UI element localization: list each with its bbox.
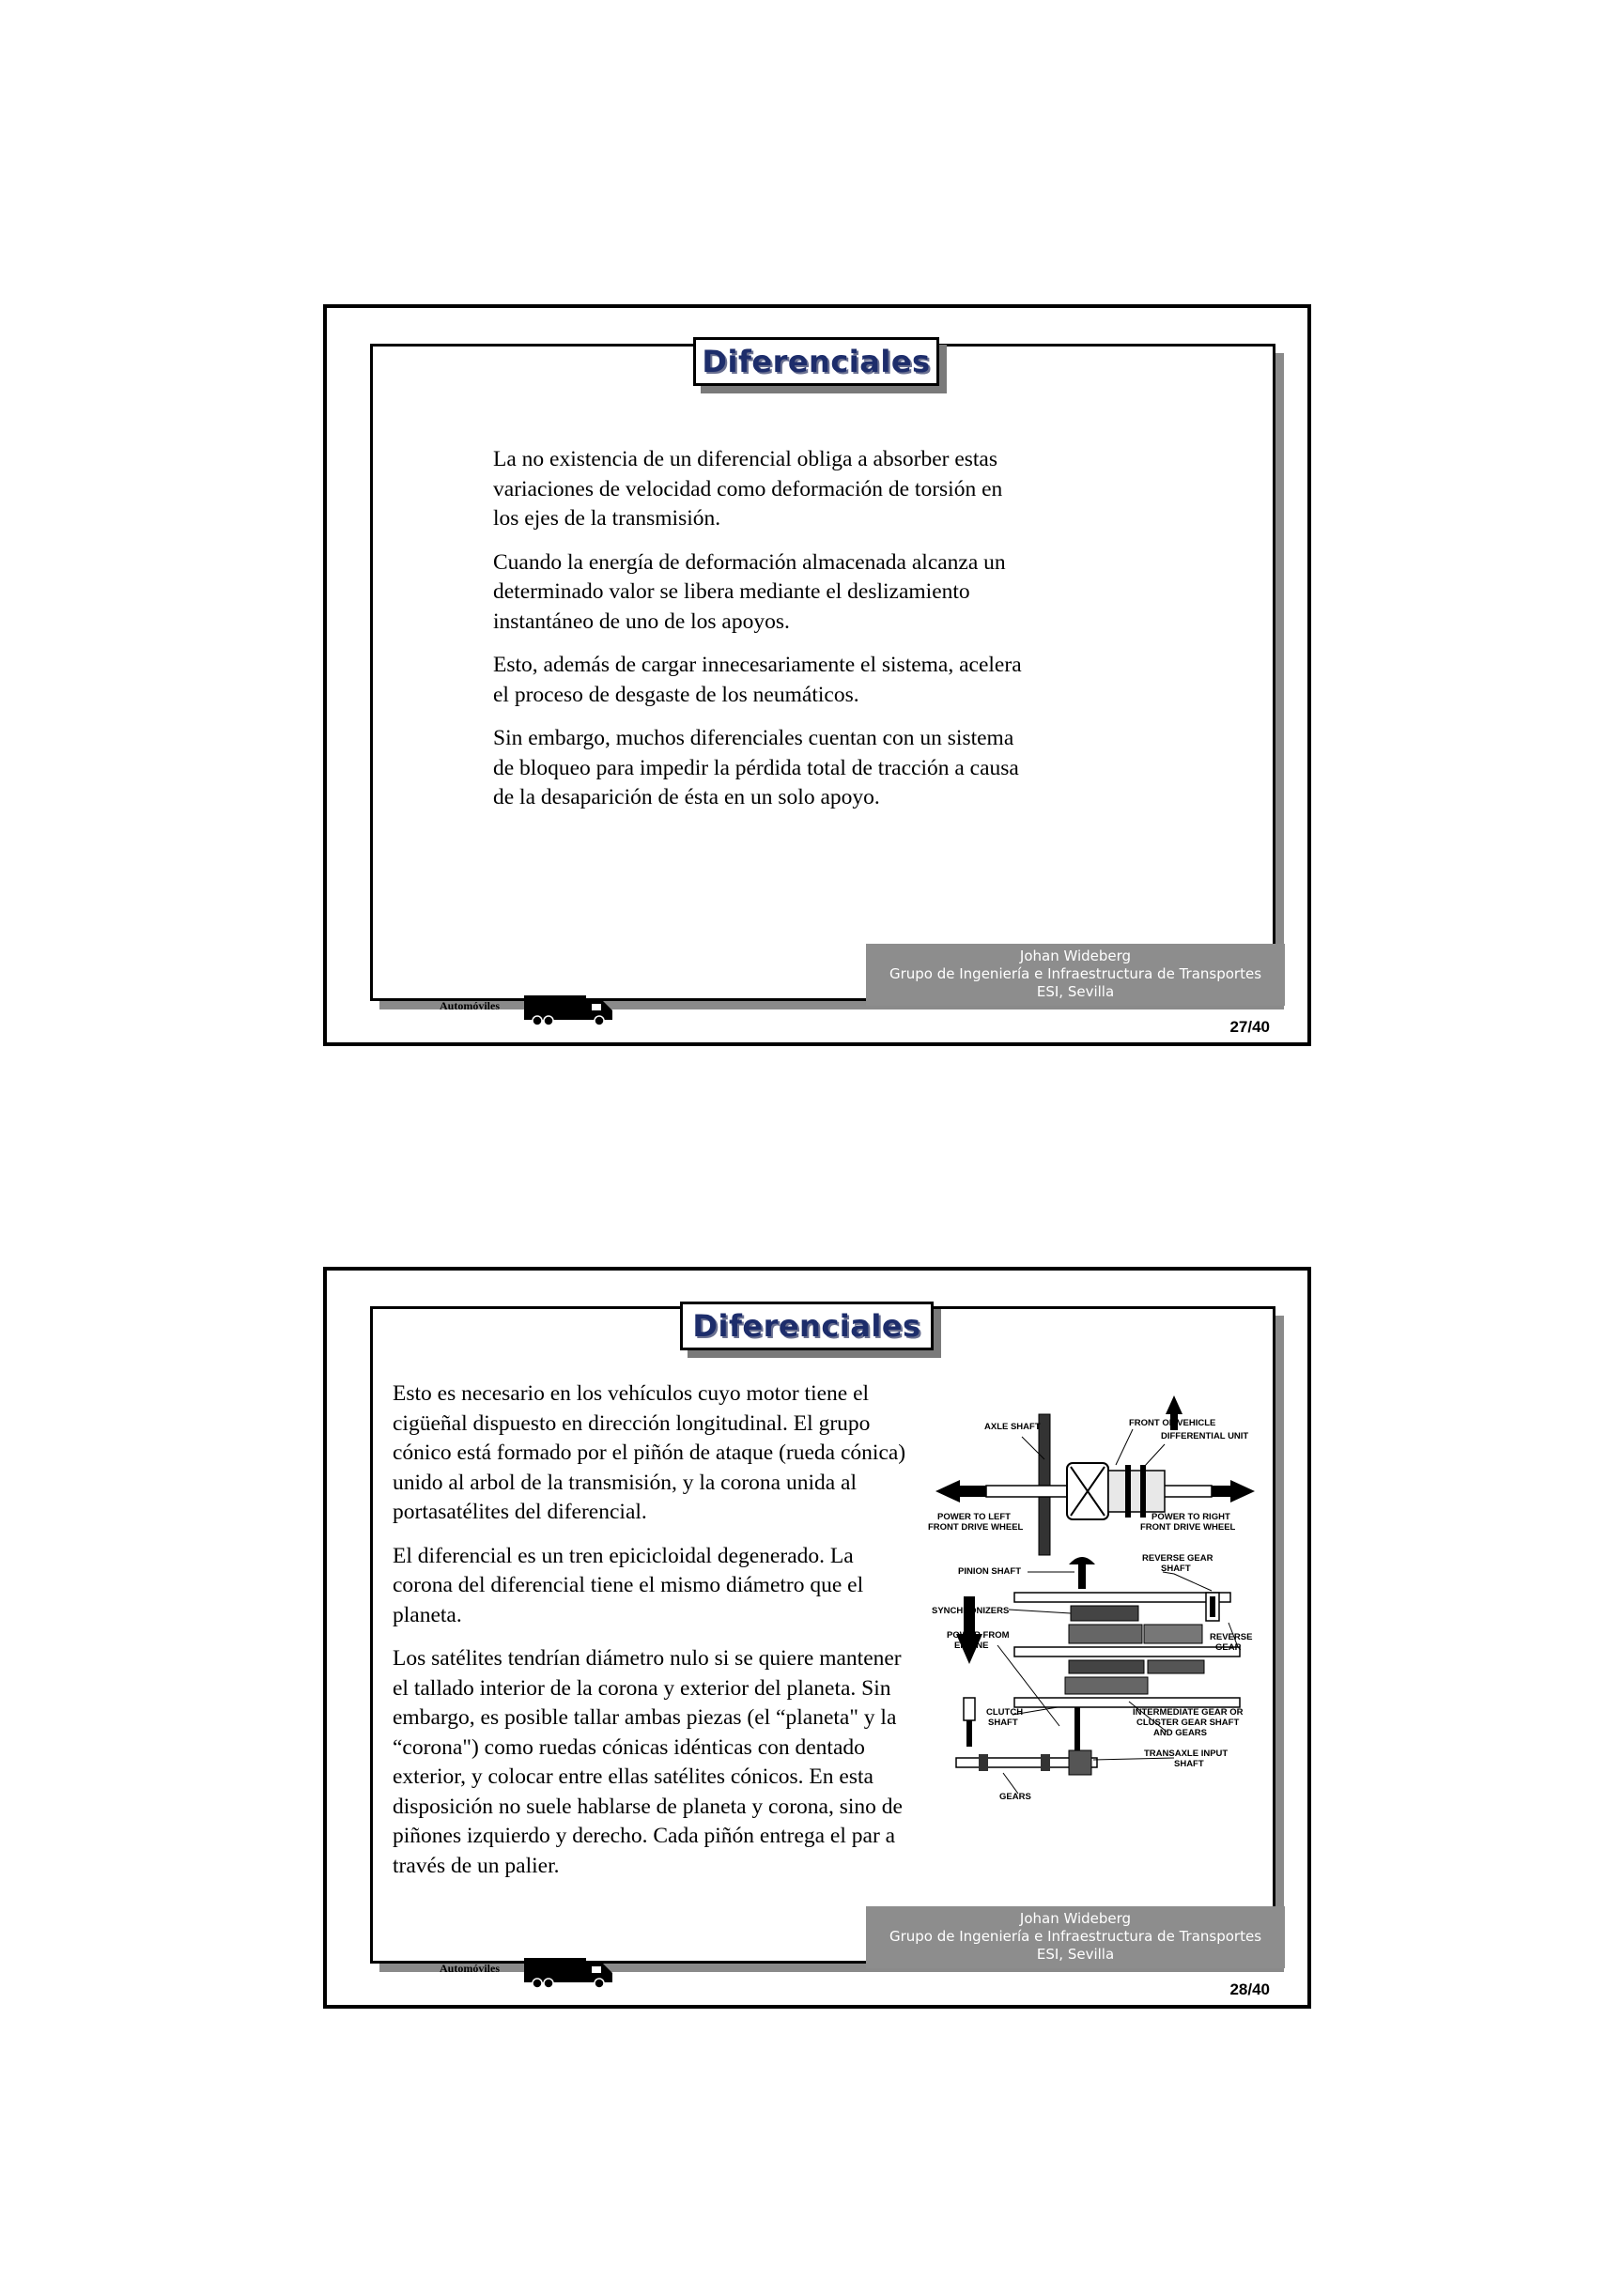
footer-group: Grupo de Ingeniería e Infraestructura de Transportes bbox=[889, 965, 1262, 982]
diagram-label: INTERMEDIATE GEAR OR bbox=[1133, 1707, 1244, 1718]
diagram-label: POWER TO LEFT bbox=[937, 1512, 1011, 1522]
diagram-label: REVERSE GEAR bbox=[1142, 1553, 1213, 1564]
diagram-label: SHAFT bbox=[988, 1718, 1018, 1728]
diagram-label: CLUSTER GEAR SHAFT bbox=[1136, 1718, 1240, 1728]
diagram-label: GEARS bbox=[999, 1792, 1031, 1801]
diagram-label: SHAFT bbox=[1161, 1564, 1191, 1574]
diagram-label: AXLE SHAFT bbox=[984, 1422, 1041, 1432]
footer-credits bbox=[866, 1906, 1285, 1968]
truck-icon bbox=[524, 1956, 614, 1988]
diagram-label: SHAFT bbox=[1174, 1759, 1204, 1769]
diagram-label: CLUTCH bbox=[986, 1707, 1024, 1718]
paragraph: Cuando la energía de deformación almacenada alcanza un determinado valor se libera mediante el deslizamiento instantáneo de uno de los apoyos. bbox=[493, 549, 1006, 634]
slide-title-text: Diferenciales bbox=[702, 344, 931, 379]
diagram-label: FRONT OF VEHICLE bbox=[1129, 1418, 1216, 1428]
page-number: 27/40 bbox=[1229, 1018, 1270, 1036]
frame-shadow bbox=[1275, 353, 1284, 1001]
diagram-label: FRONT DRIVE WHEEL bbox=[928, 1522, 1024, 1533]
slide-title bbox=[680, 1302, 934, 1350]
transaxle-diagram bbox=[928, 1388, 1275, 1801]
footer-credits bbox=[866, 944, 1285, 1006]
diagram-label: SYNCHRONIZERS bbox=[932, 1606, 1010, 1616]
slide-body bbox=[493, 445, 1028, 827]
footer-label: Automóviles bbox=[440, 1962, 500, 1975]
footer-group: Grupo de Ingeniería e Infraestructura de Transportes bbox=[889, 1928, 1262, 1945]
footer-label: Automóviles bbox=[440, 999, 500, 1012]
diagram-label: PINION SHAFT bbox=[958, 1566, 1022, 1577]
paragraph: Esto es necesario en los vehículos cuyo motor tiene el cigüeñal dispuesto en dirección longitudinal. El grupo cónico está formado por el piñón de ataque (rueda cónica) unido al arbol de la transmisión, y la corona unida al portasatélites del diferencial. bbox=[393, 1381, 906, 1524]
diagram-label: TRANSAXLE INPUT bbox=[1144, 1749, 1229, 1759]
paragraph: El diferencial es un tren epicicloidal degenerado. La corona del diferencial tiene el mismo diámetro que el planeta. bbox=[393, 1543, 864, 1627]
slide-title bbox=[693, 337, 939, 386]
footer-author: Johan Wideberg bbox=[1019, 948, 1132, 964]
slide-27 bbox=[323, 304, 1311, 1046]
slide-body bbox=[393, 1379, 919, 1895]
frame-shadow bbox=[1275, 1316, 1284, 1964]
paragraph: Esto, además de cargar innecesariamente el sistema, acelera el proceso de desgaste de los neumáticos. bbox=[493, 653, 1022, 707]
diagram-label: DIFFERENTIAL UNIT bbox=[1161, 1431, 1249, 1441]
paragraph: La no existencia de un diferencial obliga a absorber estas variaciones de velocidad como deformación de torsión en los ejes de la transmisión. bbox=[493, 447, 1003, 531]
paragraph: Sin embargo, muchos diferenciales cuentan con un sistema de bloqueo para impedir la pérdida total de tracción a causa de la desaparición de ésta en un solo apoyo. bbox=[493, 726, 1019, 809]
page-number: 28/40 bbox=[1229, 1980, 1270, 1998]
diagram-label: FRONT DRIVE WHEEL bbox=[1140, 1522, 1236, 1533]
diagram-label: AND GEARS bbox=[1153, 1728, 1208, 1738]
slide-28 bbox=[323, 1267, 1311, 2009]
diagram-label: GEAR bbox=[1215, 1642, 1242, 1653]
diagram-label: POWER TO RIGHT bbox=[1152, 1512, 1230, 1522]
footer-institution: ESI, Sevilla bbox=[1036, 983, 1115, 1000]
diagram-label: ENGINE bbox=[954, 1641, 989, 1651]
diagram-label: POWER FROM bbox=[947, 1630, 1010, 1641]
footer-institution: ESI, Sevilla bbox=[1036, 1946, 1115, 1963]
footer-author: Johan Wideberg bbox=[1019, 1910, 1132, 1927]
slide-title-text: Diferenciales bbox=[692, 1308, 921, 1344]
diagram-label: REVERSE bbox=[1210, 1632, 1253, 1642]
paragraph: Los satélites tendrían diámetro nulo si se quiere mantener el tallado interior de la corona y exterior del planeta. Sin embargo, es posible tallar ambas piezas (el “planeta" y la “corona") como ruedas cónicas idénticas con dentado exterior, y colocar entre ellas satélites cónicos. En esta disposición no suele hablarse de planeta y corona, sino de piñones izquierdo y derecho. Cada piñón entrega el par a través de un palier. bbox=[393, 1646, 903, 1878]
truck-icon bbox=[524, 994, 614, 1025]
arrow-left-icon bbox=[935, 1480, 986, 1502]
